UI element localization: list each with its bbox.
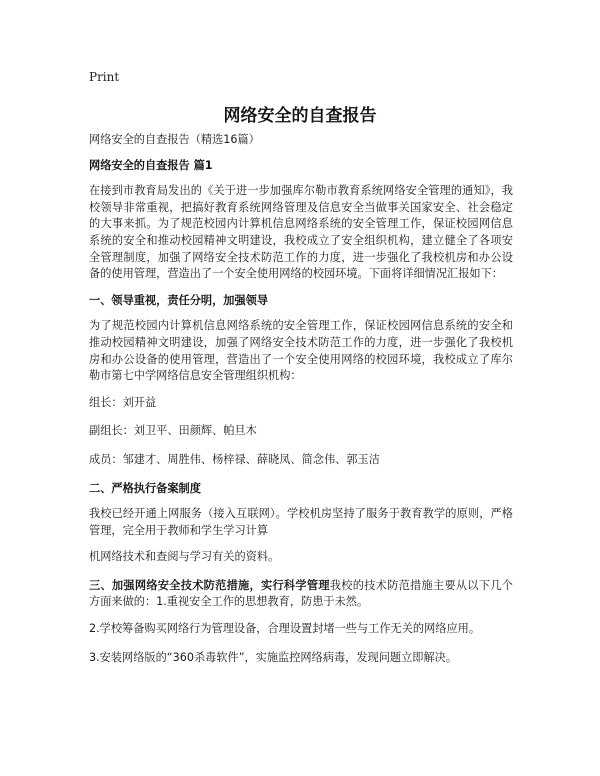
members-line: 成员：邹建才、周胜伟、杨梓禄、薛晓凤、简念伟、郭玉洁 [89,452,380,466]
print-link[interactable]: Print [89,70,120,84]
section1-paragraph: 为了规范校园内计算机信息网络系统的安全管理工作，保证校园网信息系统的安全和推动校园精神文明建设，加强了网络安全技术防范工作的力度，进一步强化了我校机房和办公设备的使用管理，营造出了一个安全使用网络的校园环境，我校成立了库尔勒市第七中学网络信息安全管理组织机构： [89,319,513,383]
section3-body: 我校的技术防范措施主要从以下几个方面来做的：1.重视安全工作的思想教育，防患于未然。 [89,578,513,609]
page-title: 网络安全的自查报告 [223,106,377,126]
section3-heading: 三、加强网络安全技术防范措施，实行科学管理 [89,578,330,592]
vice-leader-line: 副组长：刘卫平、田颜辉、帕旦木 [89,424,257,438]
section3-item-3: 3.安装网络版的“360杀毒软件”，实施监控网络病毒，发现问题立即解决。 [89,650,458,664]
article-heading: 网络安全的自查报告 篇1 [89,158,213,172]
section1-heading: 一、领导重视，责任分明，加强领导 [89,293,269,307]
subtitle: 网络安全的自查报告（精选16篇） [89,133,260,146]
section3-item-2: 2.学校筹备购买网络行为管理设备，合理设置封堵一些与工作无关的网络应用。 [89,622,481,636]
leader-line: 组长：刘开益 [89,395,157,409]
section2-paragraph: 我校已经开通上网服务（接入互联网）。学校机房坚持了服务于教育教学的原则，严格管理，完全用于教师和学生学习计算 [89,507,513,537]
section2-paragraph-continued: 机网络技术和查阅与学习有关的资料。 [89,550,280,564]
intro-paragraph: 在接到市教育局发出的《关于进一步加强库尔勒市教育系统网络安全管理的通知》，我校领导非常重视，把搞好教育系统网络管理及信息安全当做事关国家安全、社会稳定的大事来抓。为了规范校园内计算机信息网络系统的安全管理工作，保证校园网信息系统的安全和推动校园精神文明建设，我校成立了安全组织机构，建立健全了各项安全管理制度，加强了网络安全技术防范工作的力度，进一步强化了我校机房和办公设备的使用管理，营造出了一个安全使用网络的校园环境。下面将详细情况汇报如下： [89,184,513,281]
section2-heading: 二、严格执行备案制度 [89,481,201,495]
section3-paragraph [89,578,513,611]
document-body [89,132,513,678]
